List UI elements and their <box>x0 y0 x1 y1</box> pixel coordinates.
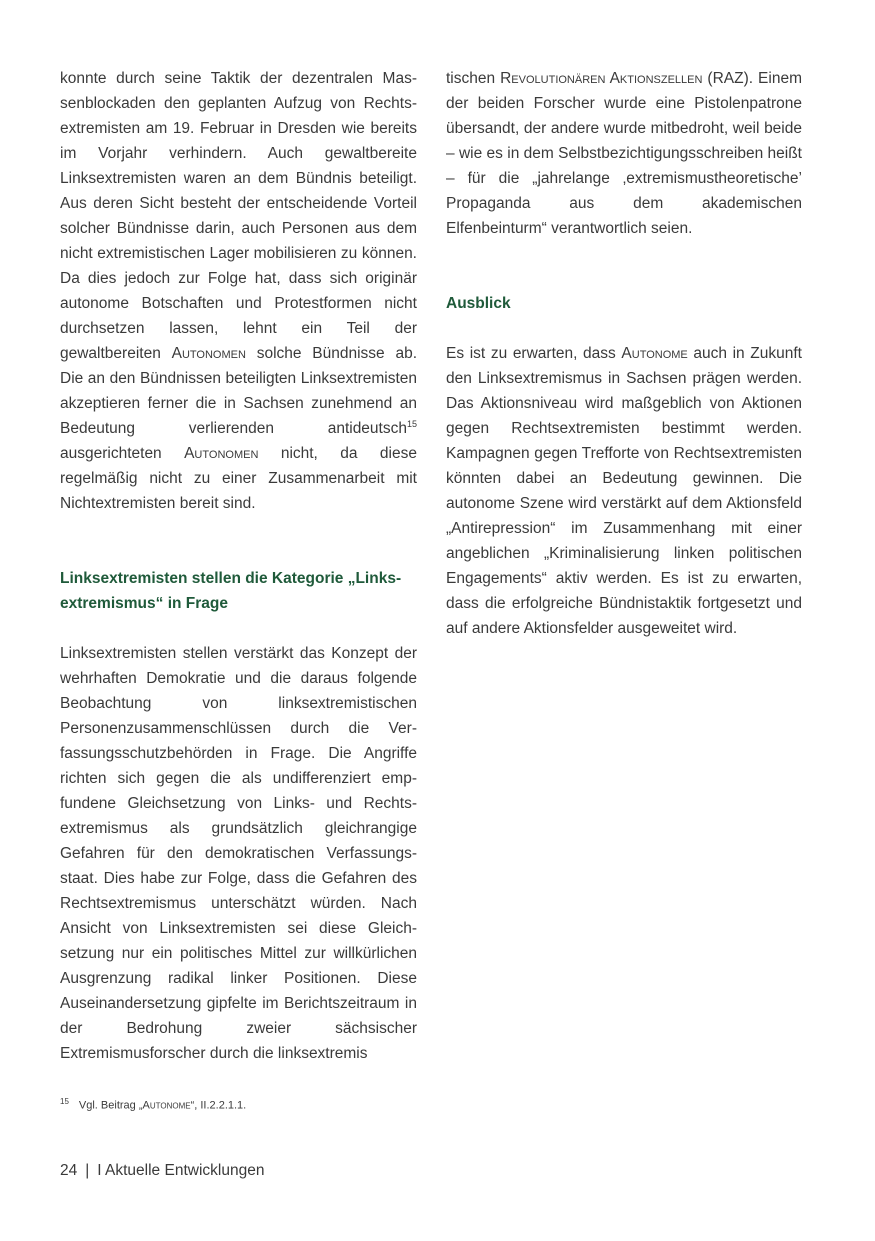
body-paragraph: tischen Revolutionären Aktionszellen (RAZ). Einem der beiden Forscher wurde eine Pistolenpatrone übersandt, der andere wurde mitbedroht, weil beide – wie es in dem Selbstbezichtigungsschreiben heißt – für die „jahrelange ‚extremismustheoretische’ Propaganda aus dem akademischen Elfenbeinturm“ verantwortlich seien. <box>446 70 802 237</box>
footnote-reference[interactable]: 15 <box>406 418 417 429</box>
page-number: 24 <box>60 1162 78 1179</box>
section-title: I Aktuelle Entwicklungen <box>97 1162 265 1179</box>
small-caps-term: Autonomen <box>171 345 246 362</box>
page-footer <box>60 1160 264 1182</box>
left-column <box>60 66 417 1066</box>
footer-separator: | <box>85 1162 90 1179</box>
small-caps-term: Autonomen <box>184 445 259 462</box>
small-caps-term: Autonome <box>142 1099 191 1112</box>
body-paragraph: Es ist zu erwarten, dass Autonome auch in Zukunft den Linksextremismus in Sachsen prägen werden. Das Aktionsniveau wird maßgeblich von Aktionen gegen Rechtsextremisten bestimmt werden. Kampagnen gegen Trefforte von Rechtsextremisten könnten dabei an Bedeutung gewinnen. Die autonome Szene wird verstärkt auf dem Aktionsfeld „Antirepression“ im Zusammenhang mit einer angeblichen „Kriminalisierung linken politischen Engagements“ aktiv werden. Es ist zu erwarten, dass die erfolgreiche Bündnistaktik fortgesetzt und auf andere Aktionsfelder ausgeweitet wird. <box>446 345 802 637</box>
footnote: $^{15}$ Vgl. Beitrag „Autonome“, II.2.2.1.1. <box>60 1097 247 1112</box>
body-paragraph: konnte durch seine Taktik der dezentralen Massenblockaden den geplanten Aufzug von Rechtsextremisten am 19. Februar in Dresden wie bereits im Vorjahr verhindern. Auch gewaltbereite Linksextremisten waren an dem Bündnis beteiligt. Aus deren Sicht besteht der entscheidende Vorteil solcher Bündnisse darin, auch Personen aus dem nicht extremistischen Lager mobilisieren zu können. Da dies jedoch zur Folge hat, dass sich originär autonome Botschaften und Protestformen nicht durchsetzen lassen, lehnt ein Teil der gewaltbereiten Autonomen solche Bündnisse ab. Die an den Bündnissen beteiligten Linksextremisten akzeptieren ferner die in Sachsen zunehmend an Bedeutung verlierenden antideutsch$^{15}$ ausgerichteten Autonomen nicht, da diese regelmäßig nicht zu einer Zusammenarbeit mit Nichtextremisten bereit sind. <box>60 70 418 512</box>
section-heading: Ausblick <box>446 295 511 312</box>
small-caps-term: Autonome <box>621 345 688 362</box>
small-caps-term: Revolutionären Aktionszellen <box>500 70 703 87</box>
body-paragraph: Linksextremisten stellen verstärkt das Konzept der wehrhaften Demokratie und die daraus folgende Beobachtung von linksextremistischen Personenzusammenschlüssen durch die Verfassungsschutzbehörden in Frage. Die Angriffe richten sich gegen die als undifferenziert empfundene Gleichsetzung von Links- und Rechtsextremismus als grundsätzlich gleichrangige Gefahren für den demokratischen Verfassungsstaat. Dies habe zur Folge, dass die Gefahren des Rechtsextremismus unterschätzt würden. Nach Ansicht von Linksextremisten sei diese Gleichsetzung nur ein politisches Mittel zur willkürlichen Ausgrenzung radikal linker Positionen. Diese Auseinandersetzung gipfelte im Berichtszeitraum in der Bedrohung zweier sächsischer Extremismusforscher durch die linksextremis <box>60 645 417 1062</box>
right-column <box>446 66 802 641</box>
footnote-number: 15 <box>60 1097 69 1106</box>
section-heading: Linksextremisten stellen die Kategorie „Linksextremismus“ in Frage <box>60 570 402 612</box>
